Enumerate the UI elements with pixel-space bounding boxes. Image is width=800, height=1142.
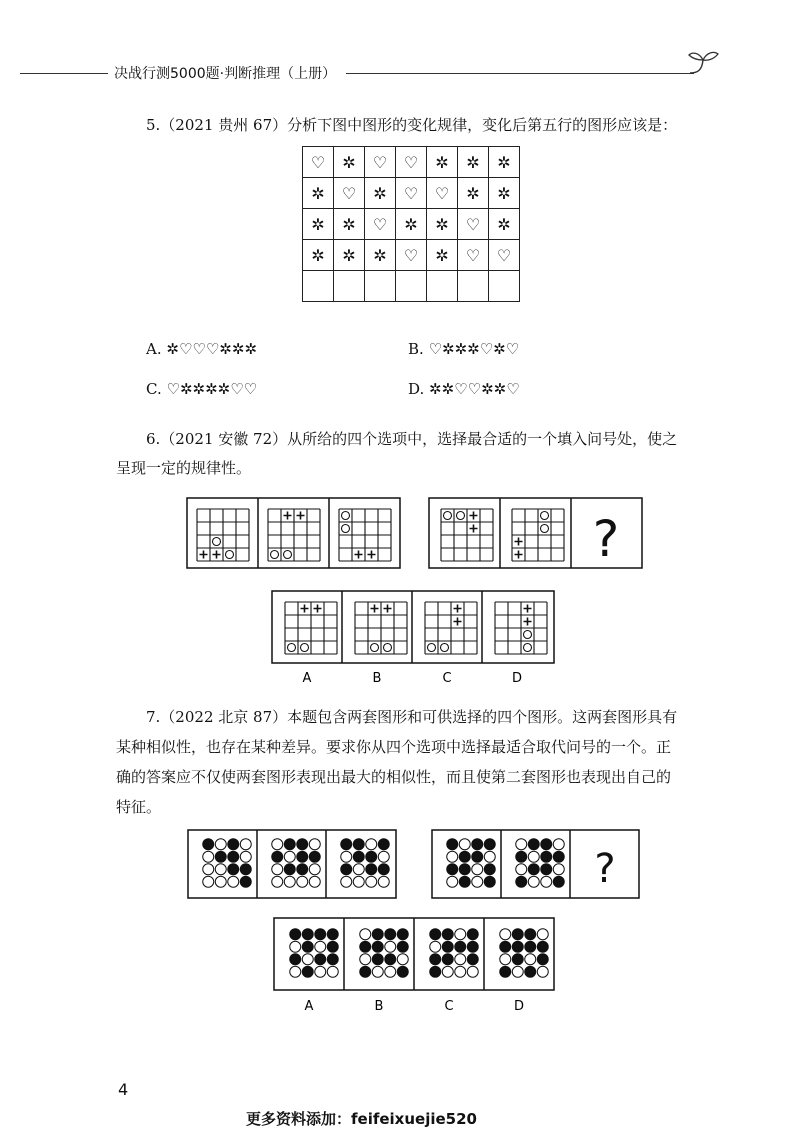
filled-dot-icon <box>228 839 239 850</box>
q5-option-a-label: A. <box>146 340 162 358</box>
filled-dot-icon <box>516 876 527 887</box>
q5-figure-grid <box>302 146 520 302</box>
q6-grid-figure <box>339 509 391 561</box>
q5-grid-row <box>303 271 520 302</box>
circle-icon <box>284 551 292 559</box>
filled-dot-icon <box>537 941 548 952</box>
empty-dot-icon <box>203 851 214 862</box>
filled-dot-icon <box>215 851 226 862</box>
filled-dot-icon <box>484 864 495 875</box>
circle-icon <box>213 538 221 546</box>
empty-dot-icon <box>272 876 283 887</box>
empty-dot-icon <box>215 876 226 887</box>
empty-dot-icon <box>541 876 552 887</box>
circle-icon <box>541 525 549 533</box>
empty-dot-icon <box>472 864 483 875</box>
filled-dot-icon <box>366 864 377 875</box>
filled-dot-icon <box>297 839 308 850</box>
filled-dot-icon <box>315 954 326 965</box>
circle-icon <box>371 644 379 652</box>
q5-option-a-symbols: ✲♡♡♡✲✲✲ <box>166 340 258 358</box>
filled-dot-icon <box>447 864 458 875</box>
filled-dot-icon <box>447 839 458 850</box>
empty-dot-icon <box>353 864 364 875</box>
filled-dot-icon <box>327 941 338 952</box>
plus-icon <box>371 605 379 613</box>
q7-text-line2: 某种相似性，也存在某种差异。要求你从四个选项中选择最适合取代问号的一个。正 <box>116 738 672 756</box>
filled-dot-icon <box>302 966 313 977</box>
empty-dot-icon <box>341 876 352 887</box>
filled-dot-icon <box>467 954 478 965</box>
q5-grid-row <box>303 178 520 209</box>
filled-dot-icon <box>430 954 441 965</box>
filled-dot-icon <box>512 954 523 965</box>
q7-dot-matrix <box>447 839 496 888</box>
empty-dot-icon <box>315 941 326 952</box>
filled-dot-icon <box>525 929 536 940</box>
empty-dot-icon <box>228 876 239 887</box>
sun-icon: ✲ <box>303 178 334 209</box>
empty-dot-icon <box>272 864 283 875</box>
filled-dot-icon <box>302 941 313 952</box>
q7-dot-matrix <box>360 929 409 978</box>
heart-icon: ♡ <box>396 240 427 271</box>
empty-dot-icon <box>215 839 226 850</box>
filled-dot-icon <box>516 851 527 862</box>
filled-dot-icon <box>372 929 383 940</box>
filled-dot-icon <box>366 851 377 862</box>
empty-dot-icon <box>442 966 453 977</box>
plus-icon <box>524 605 532 613</box>
heart-icon: ♡ <box>303 147 334 178</box>
filled-dot-icon <box>500 941 511 952</box>
circle-icon <box>226 551 234 559</box>
empty-dot-icon <box>366 876 377 887</box>
filled-dot-icon <box>240 864 251 875</box>
empty-dot-icon <box>378 851 389 862</box>
empty-cell <box>334 271 365 302</box>
empty-dot-icon <box>302 954 313 965</box>
filled-dot-icon <box>442 954 453 965</box>
sun-icon: ✲ <box>365 178 396 209</box>
q7-dot-matrix <box>500 929 549 978</box>
circle-icon <box>342 525 350 533</box>
plus-icon <box>368 551 376 559</box>
q7-dot-matrix <box>341 839 390 888</box>
heart-icon: ♡ <box>396 178 427 209</box>
q6-option-label-b: B <box>372 671 382 686</box>
q6-option-label-d: D <box>511 671 523 686</box>
q5-option-b-label: B. <box>408 340 424 358</box>
filled-dot-icon <box>472 839 483 850</box>
circle-icon <box>441 644 449 652</box>
q5-option-b-symbols: ♡✲✲✲♡✲♡ <box>428 340 520 358</box>
empty-dot-icon <box>297 876 308 887</box>
empty-dot-icon <box>472 876 483 887</box>
sun-icon: ✲ <box>396 209 427 240</box>
filled-dot-icon <box>341 864 352 875</box>
plus-icon <box>384 605 392 613</box>
filled-dot-icon <box>353 839 364 850</box>
filled-dot-icon <box>541 864 552 875</box>
filled-dot-icon <box>397 929 408 940</box>
empty-dot-icon <box>528 851 539 862</box>
filled-dot-icon <box>327 929 338 940</box>
q5-text: 5.（2021 贵州 67）分析下图中图形的变化规律，变化后第五行的图形应该是： <box>146 116 678 134</box>
filled-dot-icon <box>284 864 295 875</box>
q6-question-mark: ? <box>592 510 620 568</box>
q6-grid-figure <box>425 602 477 654</box>
filled-dot-icon <box>459 864 470 875</box>
filled-dot-icon <box>385 954 396 965</box>
page-number: 4 <box>118 1080 129 1099</box>
q7-dot-matrix <box>290 929 339 978</box>
q6-grid-figure <box>285 602 337 654</box>
sun-icon: ✲ <box>427 240 458 271</box>
filled-dot-icon <box>442 941 453 952</box>
q7-dot-matrix <box>203 839 252 888</box>
circle-icon <box>342 512 350 520</box>
q5-option-c <box>146 380 257 398</box>
filled-dot-icon <box>430 966 441 977</box>
filled-dot-icon <box>525 966 536 977</box>
empty-dot-icon <box>484 851 495 862</box>
plus-icon <box>470 512 478 520</box>
filled-dot-icon <box>459 876 470 887</box>
circle-icon <box>444 512 452 520</box>
empty-dot-icon <box>353 876 364 887</box>
empty-dot-icon <box>553 864 564 875</box>
circle-icon <box>384 644 392 652</box>
empty-cell <box>458 271 489 302</box>
empty-dot-icon <box>290 941 301 952</box>
empty-cell <box>489 271 520 302</box>
empty-dot-icon <box>203 876 214 887</box>
filled-dot-icon <box>442 929 453 940</box>
circle-icon <box>524 644 532 652</box>
filled-dot-icon <box>240 876 251 887</box>
footer-contact: 更多资料添加：feifeixuejie520 <box>246 1110 477 1128</box>
empty-dot-icon <box>341 851 352 862</box>
empty-dot-icon <box>385 966 396 977</box>
empty-dot-icon <box>290 966 301 977</box>
header-title: 决战行测5000题·判断推理（上册） <box>114 66 337 82</box>
filled-dot-icon <box>341 839 352 850</box>
empty-dot-icon <box>360 954 371 965</box>
empty-dot-icon <box>528 876 539 887</box>
q6-option-label-c: C <box>442 671 452 686</box>
filled-dot-icon <box>378 839 389 850</box>
sun-icon: ✲ <box>334 147 365 178</box>
filled-dot-icon <box>537 954 548 965</box>
empty-dot-icon <box>372 966 383 977</box>
q6-text-line1: 6.（2021 安徽 72）从所给的四个选项中，选择最合适的一个填入问号处，使之 <box>146 430 678 448</box>
q6-grid-figure <box>197 509 249 561</box>
q7-option-label-d: D <box>513 999 525 1014</box>
filled-dot-icon <box>528 839 539 850</box>
heart-icon: ♡ <box>458 209 489 240</box>
filled-dot-icon <box>484 876 495 887</box>
q5-option-d-symbols: ✲✲♡♡✲✲♡ <box>429 380 520 398</box>
empty-dot-icon <box>360 929 371 940</box>
filled-dot-icon <box>372 954 383 965</box>
empty-dot-icon <box>512 966 523 977</box>
filled-dot-icon <box>541 851 552 862</box>
filled-dot-icon <box>467 941 478 952</box>
empty-dot-icon <box>315 966 326 977</box>
empty-dot-icon <box>284 851 295 862</box>
sun-icon: ✲ <box>427 147 458 178</box>
plus-icon <box>284 512 292 520</box>
q5-grid-row <box>303 240 520 271</box>
empty-dot-icon <box>203 864 214 875</box>
q7-text-line4: 特征。 <box>116 798 162 816</box>
header-rule-right <box>346 73 694 74</box>
empty-dot-icon <box>327 966 338 977</box>
sprout-icon <box>686 46 722 78</box>
q5-option-b <box>408 340 519 358</box>
empty-dot-icon <box>459 839 470 850</box>
empty-dot-icon <box>309 839 320 850</box>
sun-icon: ✲ <box>489 178 520 209</box>
filled-dot-icon <box>467 929 478 940</box>
empty-dot-icon <box>455 954 466 965</box>
filled-dot-icon <box>512 929 523 940</box>
filled-dot-icon <box>353 851 364 862</box>
filled-dot-icon <box>327 954 338 965</box>
plus-icon <box>355 551 363 559</box>
sun-icon: ✲ <box>334 209 365 240</box>
filled-dot-icon <box>290 929 301 940</box>
q6-grid-figure <box>355 602 407 654</box>
sun-icon: ✲ <box>427 209 458 240</box>
empty-dot-icon <box>397 954 408 965</box>
empty-dot-icon <box>284 876 295 887</box>
heart-icon: ♡ <box>365 147 396 178</box>
q6-grid-figure <box>268 509 320 561</box>
q7-question-mark: ? <box>594 846 616 892</box>
empty-dot-icon <box>516 864 527 875</box>
empty-dot-icon <box>516 839 527 850</box>
empty-dot-icon <box>272 839 283 850</box>
q5-option-c-symbols: ♡✲✲✲✲♡♡ <box>166 380 258 398</box>
plus-icon <box>470 525 478 533</box>
q6-grid-figure <box>495 602 547 654</box>
empty-dot-icon <box>455 966 466 977</box>
filled-dot-icon <box>315 929 326 940</box>
empty-dot-icon <box>309 876 320 887</box>
sun-icon: ✲ <box>458 178 489 209</box>
empty-dot-icon <box>430 941 441 952</box>
filled-dot-icon <box>430 929 441 940</box>
plus-icon <box>454 618 462 626</box>
filled-dot-icon <box>553 876 564 887</box>
filled-dot-icon <box>378 864 389 875</box>
empty-cell <box>303 271 334 302</box>
plus-icon <box>200 551 208 559</box>
q5-option-c-label: C. <box>146 380 162 398</box>
q6-option-label-a: A <box>302 671 312 686</box>
q7-dot-matrix <box>516 839 565 888</box>
filled-dot-icon <box>228 864 239 875</box>
q5-option-d <box>408 380 520 398</box>
filled-dot-icon <box>284 839 295 850</box>
heart-icon: ♡ <box>489 240 520 271</box>
sun-icon: ✲ <box>303 240 334 271</box>
circle-icon <box>457 512 465 520</box>
filled-dot-icon <box>272 851 283 862</box>
empty-dot-icon <box>366 839 377 850</box>
plus-icon <box>301 605 309 613</box>
filled-dot-icon <box>525 941 536 952</box>
q7-dot-matrix <box>430 929 479 978</box>
q5-option-d-label: D. <box>408 380 425 398</box>
filled-dot-icon <box>360 966 371 977</box>
empty-dot-icon <box>309 864 320 875</box>
q5-option-a <box>146 340 257 358</box>
filled-dot-icon <box>397 941 408 952</box>
filled-dot-icon <box>385 929 396 940</box>
header-rule-left <box>20 73 108 74</box>
empty-dot-icon <box>500 929 511 940</box>
plus-icon <box>454 605 462 613</box>
heart-icon: ♡ <box>427 178 458 209</box>
circle-icon <box>428 644 436 652</box>
filled-dot-icon <box>290 954 301 965</box>
q7-option-label-b: B <box>374 999 384 1014</box>
empty-cell <box>427 271 458 302</box>
sun-icon: ✲ <box>334 240 365 271</box>
plus-icon <box>297 512 305 520</box>
empty-dot-icon <box>467 966 478 977</box>
filled-dot-icon <box>203 839 214 850</box>
q7-text-line3: 确的答案应不仅使两套图形表现出最大的相似性，而且使第二套图形也表现出自己的 <box>116 768 672 786</box>
filled-dot-icon <box>484 839 495 850</box>
circle-icon <box>541 512 549 520</box>
circle-icon <box>524 631 532 639</box>
q7-figure <box>186 828 646 1020</box>
heart-icon: ♡ <box>458 240 489 271</box>
empty-dot-icon <box>553 839 564 850</box>
empty-dot-icon <box>385 941 396 952</box>
filled-dot-icon <box>228 851 239 862</box>
filled-dot-icon <box>455 941 466 952</box>
filled-dot-icon <box>302 929 313 940</box>
empty-dot-icon <box>525 954 536 965</box>
circle-icon <box>288 644 296 652</box>
empty-dot-icon <box>537 966 548 977</box>
filled-dot-icon <box>500 966 511 977</box>
filled-dot-icon <box>360 941 371 952</box>
sun-icon: ✲ <box>458 147 489 178</box>
empty-cell <box>365 271 396 302</box>
empty-dot-icon <box>378 876 389 887</box>
q6-text-line2: 呈现一定的规律性。 <box>116 459 252 477</box>
q7-option-label-a: A <box>304 999 314 1014</box>
filled-dot-icon <box>372 941 383 952</box>
filled-dot-icon <box>459 851 470 862</box>
plus-icon <box>515 538 523 546</box>
q5-grid-row <box>303 147 520 178</box>
filled-dot-icon <box>297 851 308 862</box>
empty-dot-icon <box>500 954 511 965</box>
q7-text-line1: 7.（2022 北京 87）本题包含两套图形和可供选择的四个图形。这两套图形具有 <box>146 708 678 726</box>
empty-dot-icon <box>447 851 458 862</box>
filled-dot-icon <box>472 851 483 862</box>
q7-dot-matrix <box>272 839 321 888</box>
heart-icon: ♡ <box>365 209 396 240</box>
empty-dot-icon <box>215 864 226 875</box>
filled-dot-icon <box>541 839 552 850</box>
circle-icon <box>271 551 279 559</box>
filled-dot-icon <box>297 864 308 875</box>
empty-dot-icon <box>537 929 548 940</box>
q7-option-label-c: C <box>444 999 454 1014</box>
filled-dot-icon <box>512 941 523 952</box>
empty-dot-icon <box>240 851 251 862</box>
sun-icon: ✲ <box>489 147 520 178</box>
q6-grid-figure <box>441 509 493 561</box>
empty-dot-icon <box>455 929 466 940</box>
filled-dot-icon <box>309 851 320 862</box>
filled-dot-icon <box>553 851 564 862</box>
heart-icon: ♡ <box>396 147 427 178</box>
circle-icon <box>301 644 309 652</box>
heart-icon: ♡ <box>334 178 365 209</box>
plus-icon <box>314 605 322 613</box>
sun-icon: ✲ <box>303 209 334 240</box>
plus-icon <box>213 551 221 559</box>
q6-grid-figure <box>512 509 564 561</box>
sun-icon: ✲ <box>489 209 520 240</box>
q5-grid-row <box>303 209 520 240</box>
empty-dot-icon <box>240 839 251 850</box>
q6-figure <box>185 496 645 696</box>
plus-icon <box>515 551 523 559</box>
filled-dot-icon <box>528 864 539 875</box>
sun-icon: ✲ <box>365 240 396 271</box>
empty-dot-icon <box>447 876 458 887</box>
filled-dot-icon <box>397 966 408 977</box>
empty-cell <box>396 271 427 302</box>
plus-icon <box>524 618 532 626</box>
